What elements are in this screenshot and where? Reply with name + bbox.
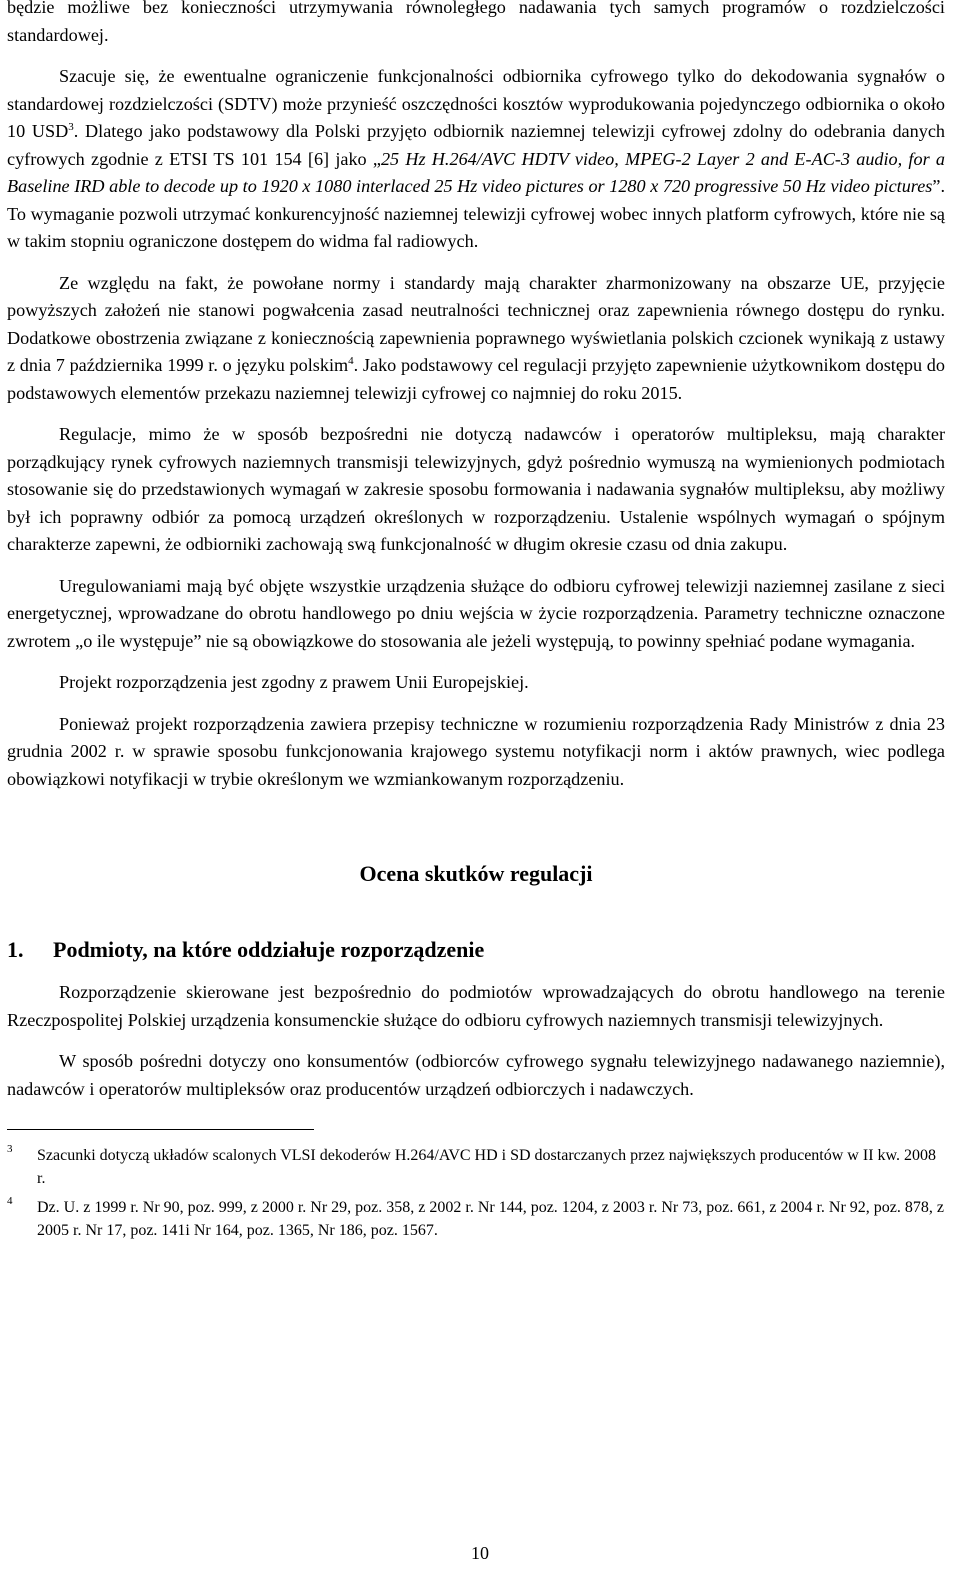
paragraph-text: . Dlatego jako podstawowy dla Polski przyjęto odbiornik naziemnej telewizji cyfrowej zdolny do odebrania danych cyfrowych zgodnie z ETSI TS 101 154 [6] jako „ [7, 121, 945, 169]
heading-impact-assessment: Ocena skutków regulacji [359, 861, 593, 886]
footnote-text: Dz. U. z 1999 r. Nr 90, poz. 999, z 2000 r. Nr 29, poz. 358, z 2002 r. Nr 144, poz. 1204, z 2003 r. Nr 73, poz. 661, z 2004 r. Nr 92, poz. 878, z 2005 r. Nr 17, poz. 141i Nr 164, poz. 1365, Nr 186, poz. 1567. [37, 1199, 944, 1239]
footnote-mark: 4 [7, 1195, 13, 1207]
paragraph-eu-compliance: Projekt rozporządzenia jest zgodny z prawem Unii Europejskiej. [59, 672, 529, 692]
footnote-4 [7, 1196, 945, 1242]
paragraph-direct-addressees: Rozporządzenie skierowane jest bezpośrednio do podmiotów wprowadzających do obrotu handlowego na terenie Rzeczpospolitej Polskiej urządzenia konsumenckie służące do odbioru cyfrowych naziemnych transmisji telewizyjnych. [7, 982, 945, 1030]
paragraph-text: Ze względu na fakt, że powołane normy i standardy mają charakter zharmonizowany na obszarze UE, przyjęcie powyższych założeń nie stanowi pogwałcenia zasad neutralności technicznej oraz zapewnienia równego dostępu do rynku. Dodatkowe obostrzenia związane z koniecznością zapewnienia poprawnego wyświetlania polskich czcionek wynikają z ustawy z dnia 7 października 1999 r. o języku polskim [7, 272, 945, 375]
footnote-3 [7, 1144, 945, 1190]
footnote-ref-4[interactable]: 4 [348, 355, 354, 367]
footnote-separator [7, 1129, 314, 1130]
paragraph-notification: Ponieważ projekt rozporządzenia zawiera przepisy techniczne w rozumieniu rozporządzenia Rady Ministrów z dnia 23 grudnia 2002 r. w sprawie sposobu funkcjonowania krajowego systemu notyfikacji norm i aktów prawnych, wiec podlega obowiązkowi notyfikacji w trybie określonym we wzmiankowanym rozporządzeniu. [7, 713, 945, 789]
section-title: Podmioty, na które oddziałuje rozporządzenie [53, 937, 485, 962]
footnote-mark: 3 [7, 1143, 13, 1155]
footnotes [7, 1144, 945, 1242]
standard-quote: 25 Hz H.264/AVC HDTV video, MPEG-2 Layer 2 and E-AC-3 audio, for a Baseline IRD able to decode up to 1920 x 1080 interlaced 25 Hz video pictures or 1280 x 720 progressive 50 Hz video pictures [7, 148, 945, 196]
document-page [7, 0, 945, 1248]
paragraph-indirect-addressees: W sposób pośredni dotyczy ono konsumentów (odbiorców cyfrowego sygnału telewizyjnego nadawanego naziemnie), nadawców i operatorów multipleksów oraz producentów urządzeń odbiorczych i nadawczych. [7, 1051, 945, 1099]
paragraph-harmonized-norms [7, 270, 945, 408]
paragraph-text: . Jako podstawowy cel regulacji przyjęto zapewnienie użytkownikom dostępu do podstawowych elementów przekazu naziemnej telewizji cyfrowej co najmniej do roku 2015. [7, 355, 945, 403]
footnote-ref-3[interactable]: 3 [68, 121, 74, 133]
section-heading [7, 935, 945, 965]
paragraph-continuation: będzie możliwe bez konieczności utrzymywania równoległego nadawania tych samych programów o rozdzielczości standardowej. [7, 0, 945, 45]
paragraph-text: ”. To wymaganie pozwoli utrzymać konkurencyjność naziemnej telewizji cyfrowej wobec innych platform cyfrowych, które nie są w takim stopniu ograniczone dostępem do widma fal radiowych. [7, 176, 945, 251]
footnote-text: Szacunki dotyczą układów scalonych VLSI dekoderów H.264/AVC HD i SD dostarczanych przez największych producentów w II kw. 2008 r. [37, 1147, 937, 1187]
paragraph-sdtv-cost [7, 63, 945, 256]
paragraph-regulations: Regulacje, mimo że w sposób bezpośredni nie dotyczą nadawców i operatorów multipleksu, mają charakter porządkujący rynek cyfrowych naziemnych transmisji telewizyjnych, gdyż pośrednio wymuszą na wymienionych podmiotach stosowanie się do przedstawionych wymagań w zakresie sposobu formowania i nadawania sygnałów multipleksu, aby możliwy był ich poprawny odbiór za pomocą urządzeń określonych w rozporządzeniu. Ustalenie wspólnych wymagań o spójnym charakterze zapewni, że odbiorniki zachowają swą funkcjonalność w długim okresie czasu od dnia zakupu. [7, 424, 945, 554]
paragraph-text: Szacuje się, że ewentualne ograniczenie funkcjonalności odbiornika cyfrowego tylko do dekodowania sygnałów o standardowej rozdzielczości (SDTV) może przynieść oszczędności kosztów wyprodukowania pojedynczego odbiornika o około 10 USD [7, 66, 945, 141]
paragraph-scope: Uregulowaniami mają być objęte wszystkie urządzenia służące do odbioru cyfrowej telewizji naziemnej zasilane z sieci energetycznej, wprowadzane do obrotu handlowego po dniu wejścia w życie rozporządzenia. Parametry techniczne oznaczone zwrotem „o ile występuje” nie są obowiązkowe do stosowania ale jeżeli występują, to powinny spełniać podane wymagania. [7, 575, 945, 651]
page-number: 10 [471, 1543, 489, 1563]
section-number: 1. [7, 937, 24, 962]
